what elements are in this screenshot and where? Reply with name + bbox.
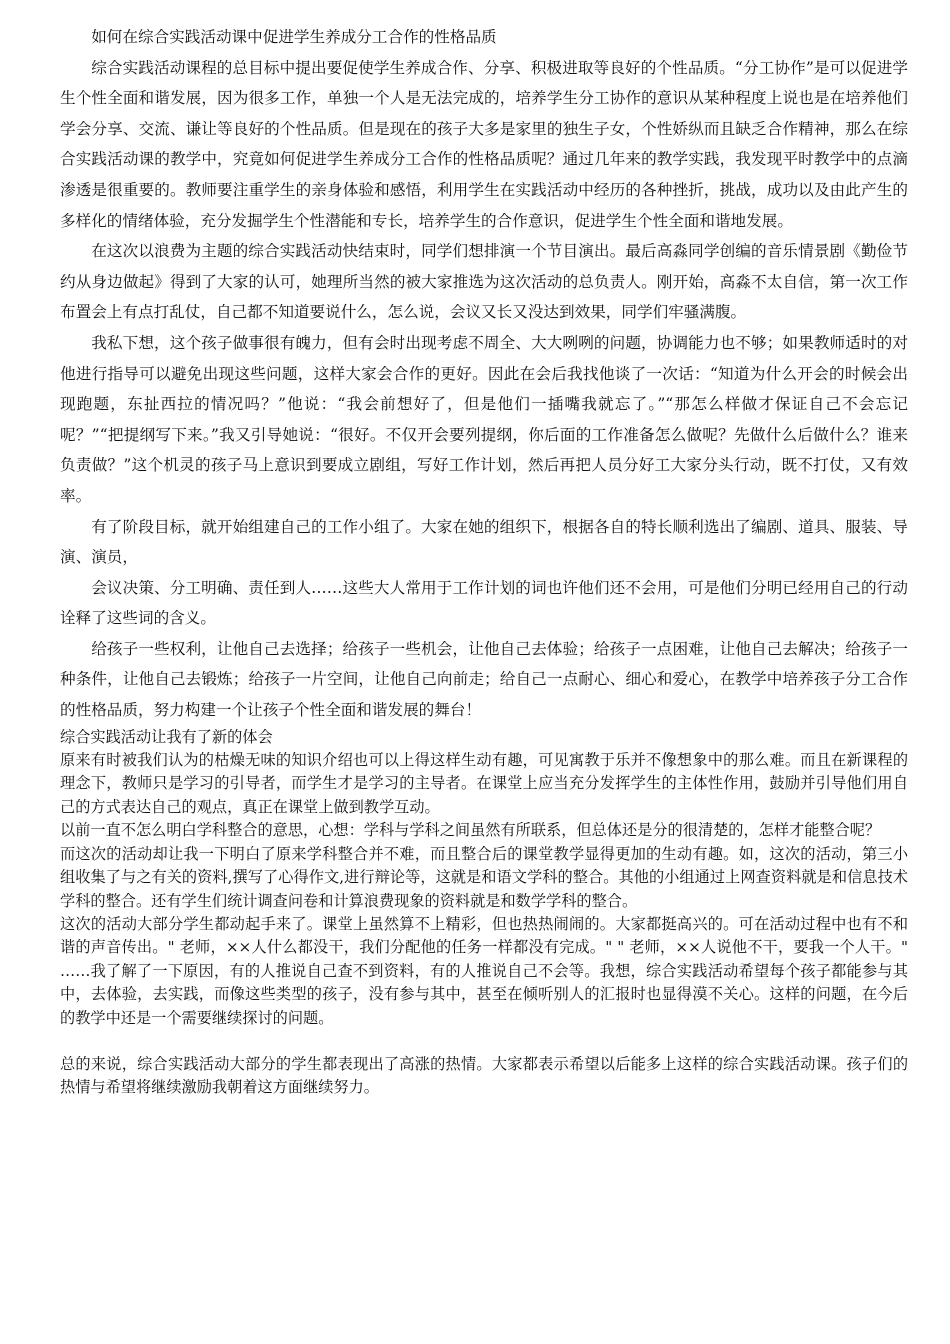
paragraph: 会议决策、分工明确、责任到人……这些大人常用于工作计划的词也许他们还不会用，可是他们分明已经用自己的行动诠释了这些词的含义。	[60, 578, 908, 628]
paragraph: 有了阶段目标，就开始组建自己的工作小组了。大家在她的组织下，根据各自的特长顺利选出了编剧、道具、服装、导演、演员，	[60, 517, 908, 567]
paragraph: 综合实践活动课程的总目标中提出要促使学生养成合作、分享、积极进取等良好的个性品质。“分工协作”是可以促进学生个性全面和谐发展，因为很多工作，单独一个人是无法完成的，培养学生分工协作的意识从某种程度上说也是在培养他们学会分享、交流、谦让等良好的个性品质。但是现在的孩子大多是家里的独生子女，个性娇纵而且缺乏合作精神，那么在综合实践活动课的教学中，究竟如何促进学生养成分工合作的性格品质呢？通过几年来的教学实践，我发现平时教学中的点滴渗透是很重要的。教师要注重学生的亲身体验和感悟，利用学生在实践活动中经历的各种挫折，挑战，成功以及由此产生的多样化的情绪体验，充分发掘学生个性潜能和专长，培养学生的合作意识，促进学生个性全面和谐地发展。	[60, 58, 908, 230]
conclusion-paragraph: 总的来说，综合实践活动大部分的学生都表现出了高涨的热情。大家都表示希望以后能多上这样的综合实践活动课。孩子们的热情与希望将继续激励我朝着这方面继续努力。	[60, 1054, 908, 1097]
article-title-2: 综合实践活动让我有了新的体会	[60, 727, 273, 746]
paragraph: 在这次以浪费为主题的综合实践活动快结束时，同学们想排演一个节目演出。最后高淼同学创编的音乐情景剧《勤俭节约从身边做起》得到了大家的认可，她理所当然的被大家推选为这次活动的总负责人。刚开始，高淼不太自信，第一次工作布置会上有点打乱仗，自己都不知道要说什么，怎么说，会议又长又没达到效果，同学们牢骚满腹。	[60, 242, 908, 322]
article-section-1	[60, 0, 908, 726]
blank-line	[60, 1030, 908, 1053]
paragraph: 这次的活动大部分学生都动起手来了。课堂上虽然算不上精彩，但也热热闹闹的。大家都挺高兴的。可在活动过程中也有不和谐的声音传出。" 老师，××人什么都没干，我们分配他的任务一样都没有完成。" " 老师，××人说他不干，要我一个人干。" ……我了解了一下原因，有的人推说自己查不到资料，有的人推说自己不会等。我想，综合实践活动希望每个孩子都能参与其中，去体验，去实践，而像这些类型的孩子，没有参与其中，甚至在倾听别人的汇报时也显得漠不关心。这样的问题，在今后的教学中还是一个需要继续探讨的问题。	[60, 914, 908, 1027]
article-title-1: 如何在综合实践活动课中促进学生养成分工合作的性格品质	[91, 28, 497, 46]
document-page	[60, 0, 908, 1100]
paragraph: 我私下想，这个孩子做事很有魄力，但有会时出现考虑不周全、大大咧咧的问题，协调能力也不够；如果教师适时的对他进行指导可以避免出现这些问题，这样大家会合作的更好。因此在会后我找他谈了一次话：“知道为什么开会的时候会出现跑题，东扯西拉的情况吗？”他说：“我会前想好了，但是他们一插嘴我就忘了。”“那怎么样做才保证自己不会忘记呢？”“把提纲写下来。”我又引导她说：“很好。不仅开会要列提纲，你后面的工作准备怎么做呢？先做什么后做什么？谁来负责做？”这个机灵的孩子马上意识到要成立剧组，写好工作计划，然后再把人员分好工大家分头行动，既不打仗，又有效率。	[60, 333, 908, 505]
article-section-2	[60, 726, 908, 1100]
paragraph: 给孩子一些权利，让他自己去选择；给孩子一些机会，让他自己去体验；给孩子一点困难，让他自己去解决；给孩子一种条件，让他自己去锻炼；给孩子一片空间，让他自己向前走；给自己一点耐心、细心和爱心，在教学中培养孩子分工合作的性格品质，努力构建一个让孩子个性全面和谐发展的舞台！	[60, 639, 908, 720]
paragraph: 原来有时被我们认为的枯燥无味的知识介绍也可以上得这样生动有趣，可见寓教于乐并不像想象中的那么难。而且在新课程的理念下，教师只是学习的引导者，而学生才是学习的主导者。在课堂上应当充分发挥学生的主体性作用，鼓励并引导他们用自己的方式表达自己的观点，真正在课堂上做到教学互动。	[60, 751, 908, 816]
paragraph: 而这次的活动却让我一下明白了原来学科整合并不难，而且整合后的课堂教学显得更加的生动有趣。如，这次的活动，第三小组收集了与之有关的资料,撰写了心得作文,进行辩论等，这就是和语文学科的整合。其他的小组通过上网查资料就是和信息技术学科的整合。还有学生们统计调查问卷和计算浪费现象的资料就是和数学学科的整合。	[60, 844, 908, 910]
paragraph: 以前一直不怎么明白学科整合的意思，心想：学科与学科之间虽然有所联系，但总体还是分的很清楚的，怎样才能整合呢？	[60, 821, 881, 840]
